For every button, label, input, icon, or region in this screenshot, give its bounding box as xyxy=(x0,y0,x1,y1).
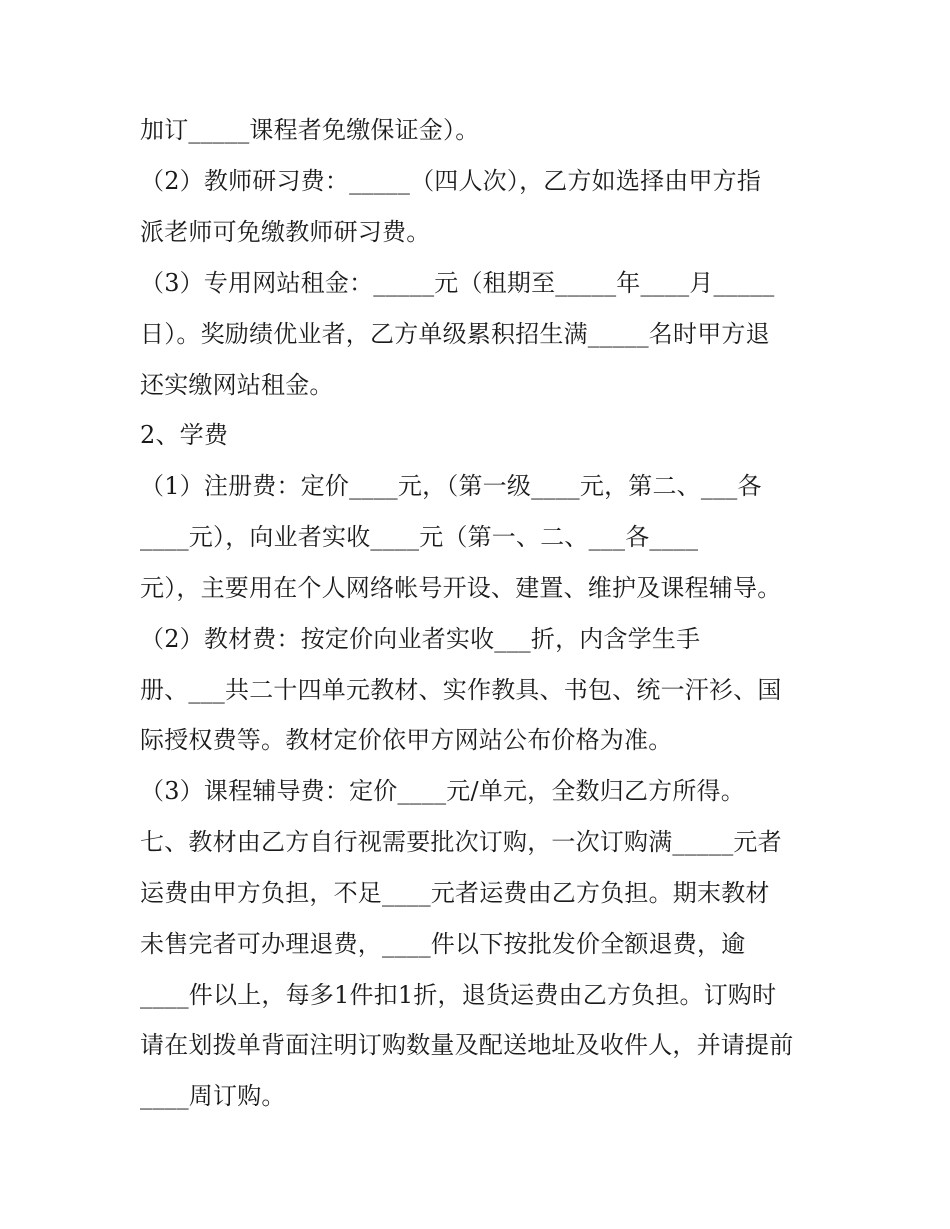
text-line: 还实缴网站租金。 xyxy=(140,371,334,399)
text-line: 元），主要用在个人网络帐号开设、建置、维护及课程辅导。 xyxy=(140,574,782,602)
text-line: ____周订购。 xyxy=(140,1082,286,1110)
text-line: 运费由甲方负担，不足____元者运费由乙方负担。期末教材 xyxy=(140,879,770,907)
text-line: ____件以上，每多1件扣1折，退货运费由乙方负担。订购时 xyxy=(140,981,777,1009)
text-line: 七、教材由乙方自行视需要批次订购，一次订购满_____元者 xyxy=(140,828,782,856)
text-line: （2）教师研习费：_____（四人次），乙方如选择由甲方指 xyxy=(140,167,762,195)
text-line: 未售完者可办理退费，____件以下按批发价全额退费，逾 xyxy=(140,930,746,958)
text-line: （1）注册费：定价____元，（第一级____元，第二、___各 xyxy=(140,472,762,500)
text-line: ____元），向业者实收____元（第一、二、___各____ xyxy=(140,523,699,551)
text-line: （2）教材费：按定价向业者实收___折，内含学生手 xyxy=(140,625,701,653)
text-line: 派老师可免缴教师研习费。 xyxy=(140,218,431,246)
text-line: （3）课程辅导费：定价____元/单元，全数归乙方所得。 xyxy=(140,777,745,805)
text-line: 加订_____课程者免缴保证金）。 xyxy=(140,116,480,144)
text-line: （3）专用网站租金：_____元（租期至_____年____月_____ xyxy=(140,269,775,297)
text-line: 请在划拨单背面注明订购数量及配送地址及收件人，并请提前 xyxy=(140,1031,794,1059)
text-line: 际授权费等。教材定价依甲方网站公布价格为准。 xyxy=(140,726,673,754)
text-line: 日）。奖励绩优业者，乙方单级累积招生满_____名时甲方退 xyxy=(140,320,770,348)
text-line: 册、___共二十四单元教材、实作教具、书包、统一汗衫、国 xyxy=(140,676,782,704)
section-heading: 2、学费 xyxy=(140,421,229,449)
